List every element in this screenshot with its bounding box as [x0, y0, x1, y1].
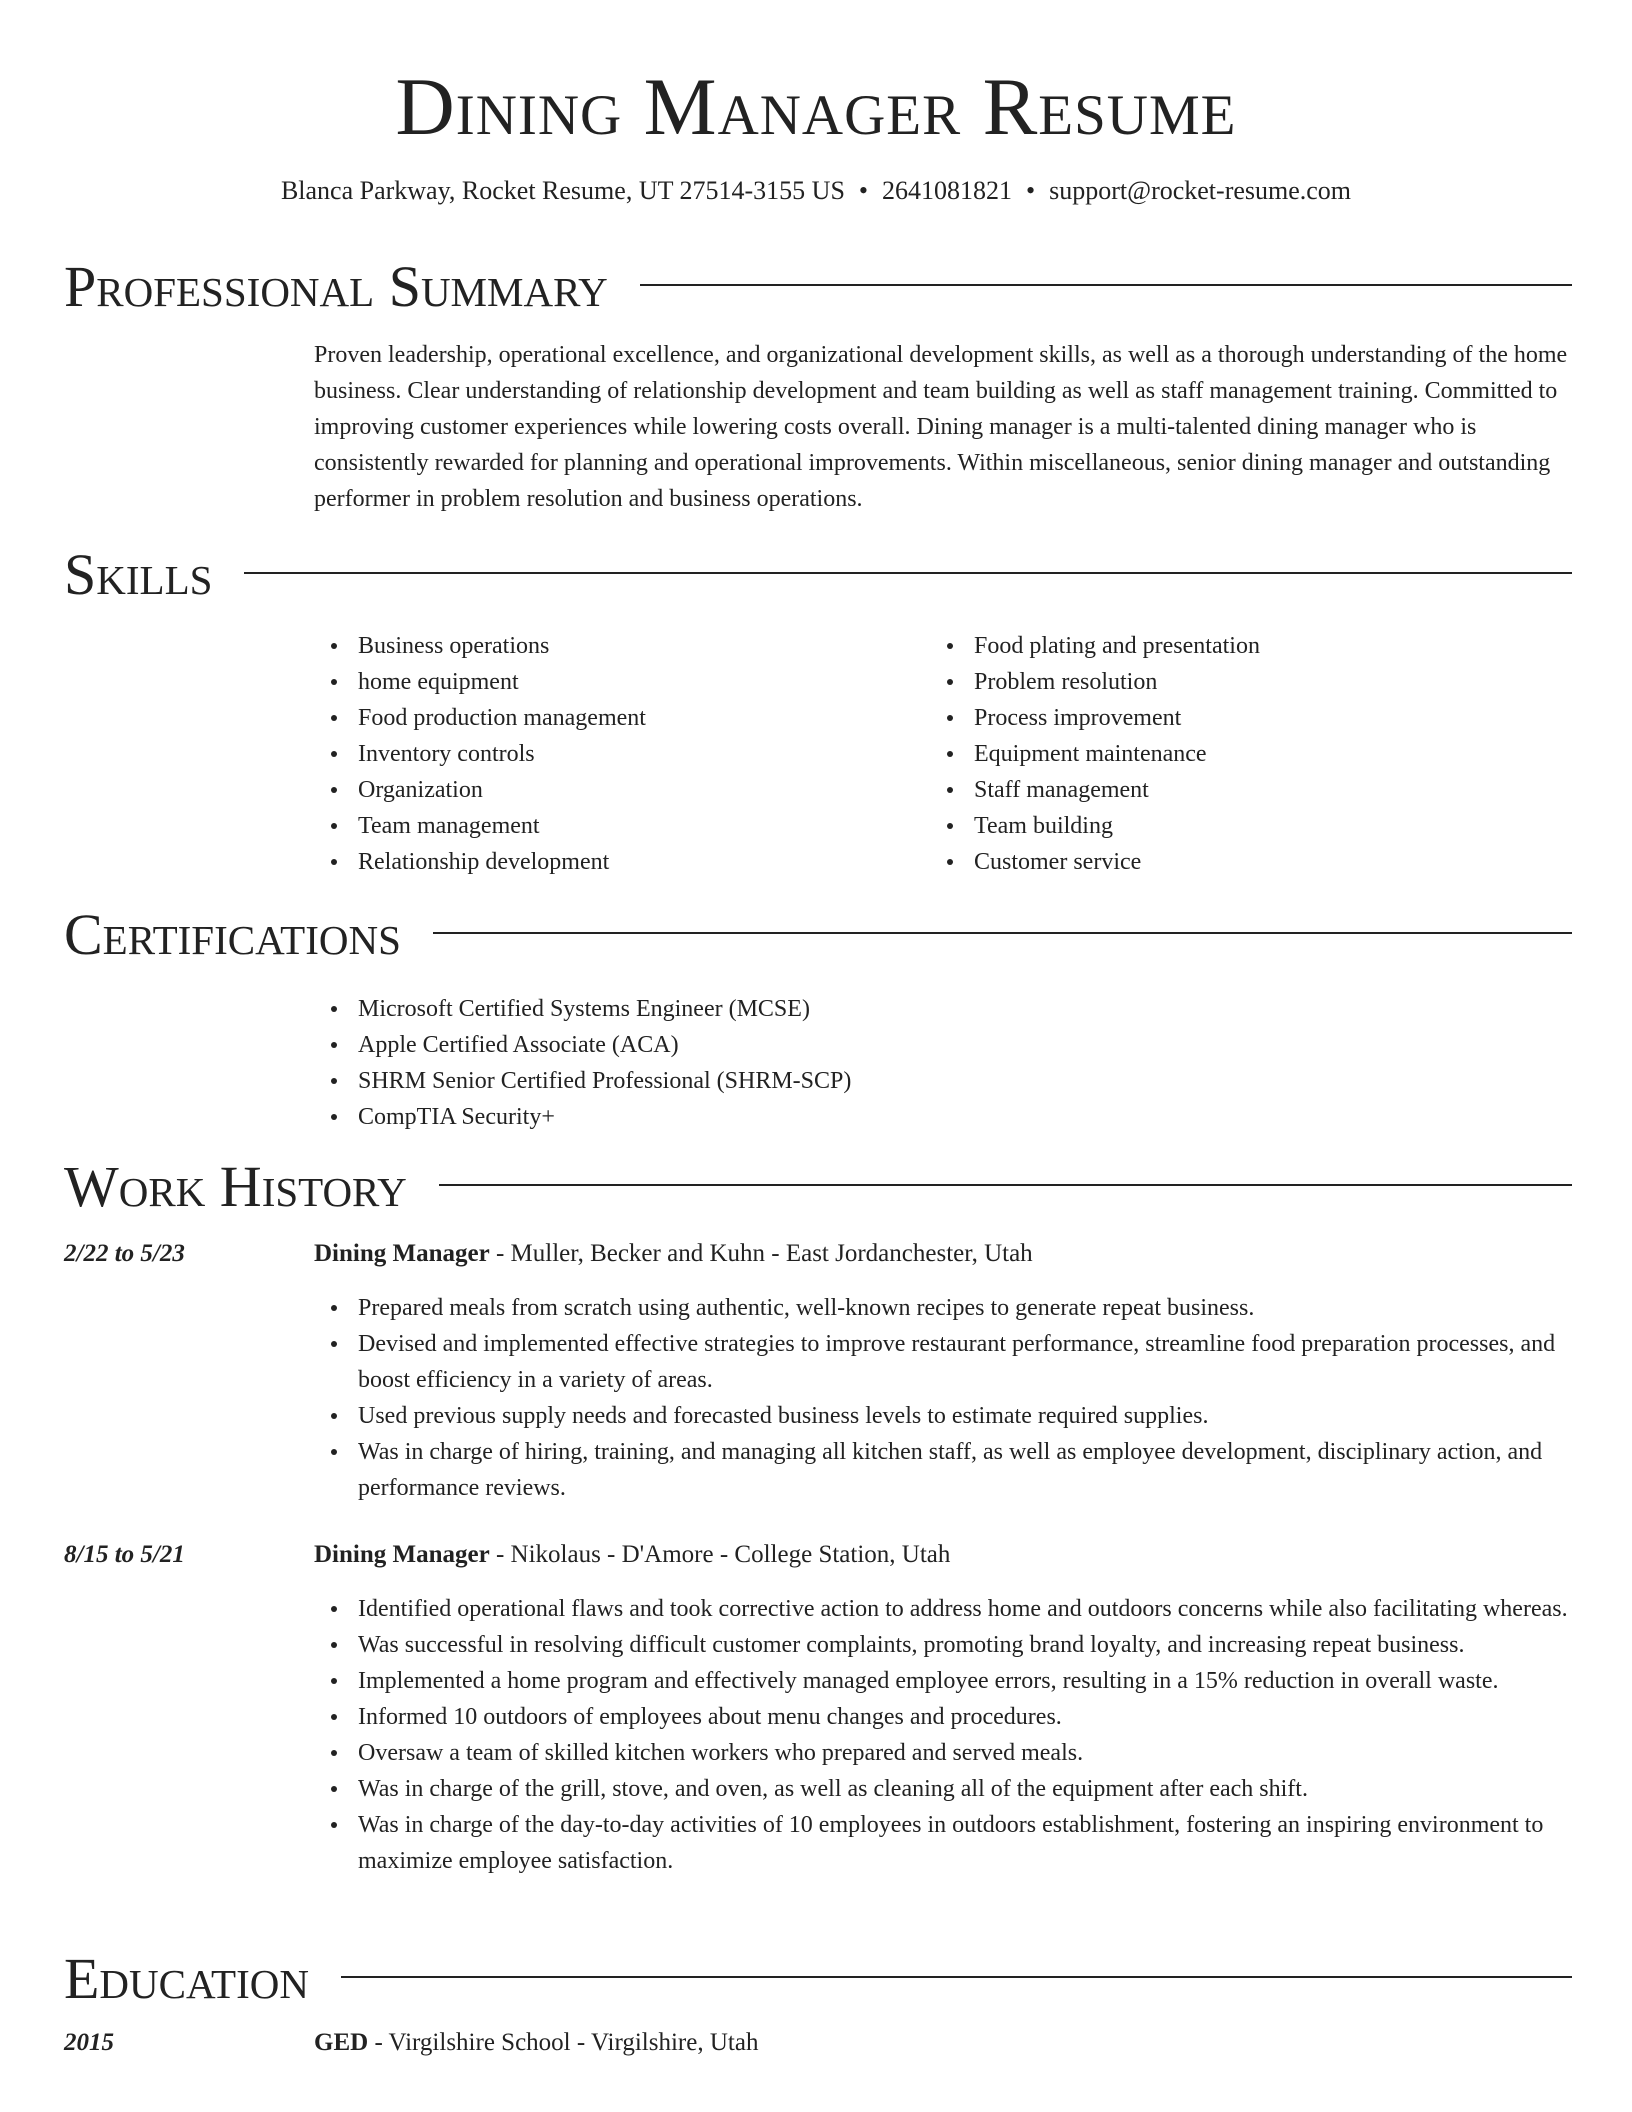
skill-item: Customer service	[930, 844, 1550, 880]
contact-line	[0, 174, 1632, 208]
job-dates: 8/15 to 5/21	[64, 1541, 185, 1568]
section-header-education	[64, 1948, 1572, 2010]
section-header-work-history	[64, 1156, 1572, 1218]
job-heading	[314, 1537, 1576, 1573]
job-bullets	[314, 1591, 1576, 1879]
job-employer: - Nikolaus - D'Amore - College Station, Utah	[489, 1541, 951, 1568]
job-title: Dining Manager	[314, 1240, 490, 1267]
skill-item: Process improvement	[930, 700, 1550, 736]
section-header-certifications	[64, 904, 1572, 966]
job-heading	[314, 1236, 1576, 1272]
job-dates: 2/22 to 5/23	[64, 1240, 185, 1267]
job-bullet: Was in charge of the day-to-day activities of 10 employees in outdoors establishment, fostering an inspiring environment to maximize employee satisfaction.	[314, 1807, 1576, 1879]
section-divider	[439, 1184, 1572, 1186]
certification-item: CompTIA Security+	[314, 1099, 1214, 1135]
certification-item: SHRM Senior Certified Professional (SHRM-SCP)	[314, 1063, 1214, 1099]
job-bullet: Prepared meals from scratch using authentic, well-known recipes to generate repeat business.	[314, 1290, 1576, 1326]
section-divider	[640, 284, 1572, 286]
section-title-skills: Skills	[64, 542, 213, 607]
skill-item: Inventory controls	[314, 736, 874, 772]
skill-item: Relationship development	[314, 844, 874, 880]
skill-item: Team management	[314, 808, 874, 844]
contact-phone: 2641081821	[882, 176, 1013, 205]
education-heading	[314, 2025, 1576, 2061]
skills-list-left	[314, 628, 874, 880]
skill-item: Team building	[930, 808, 1550, 844]
certifications-list	[314, 991, 1214, 1135]
section-title-summary: Professional Summary	[64, 254, 608, 319]
section-header-summary	[64, 256, 1572, 318]
job-bullet: Used previous supply needs and forecasted business levels to estimate required supplies.	[314, 1398, 1576, 1434]
job-bullet: Was in charge of hiring, training, and managing all kitchen staff, as well as employee development, disciplinary action, and performance reviews.	[314, 1434, 1576, 1506]
skill-item: home equipment	[314, 664, 874, 700]
education-year: 2015	[64, 2029, 114, 2056]
job-bullet: Identified operational flaws and took corrective action to address home and outdoors concerns while also facilitating whereas.	[314, 1591, 1576, 1627]
contact-separator: •	[858, 176, 869, 205]
job-bullet: Was successful in resolving difficult customer complaints, promoting brand loyalty, and increasing repeat business.	[314, 1627, 1576, 1663]
education-school: - Virgilshire School - Virgilshire, Utah	[368, 2029, 759, 2056]
job-bullets	[314, 1290, 1576, 1506]
contact-separator: •	[1026, 176, 1036, 205]
resume-title: Dining Manager Resume	[395, 61, 1237, 152]
section-divider	[244, 572, 1572, 574]
skill-item: Food plating and presentation	[930, 628, 1550, 664]
job-bullet: Devised and implemented effective strategies to improve restaurant performance, streamline food preparation processes, and boost efficiency in a variety of areas.	[314, 1326, 1576, 1398]
section-title-education: Education	[64, 1946, 309, 2011]
job-bullet: Informed 10 outdoors of employees about menu changes and procedures.	[314, 1699, 1576, 1735]
job-employer: - Muller, Becker and Kuhn - East Jordanchester, Utah	[489, 1240, 1033, 1267]
skill-item: Food production management	[314, 700, 874, 736]
section-divider	[433, 932, 1572, 934]
section-divider	[341, 1976, 1572, 1978]
section-header-skills	[64, 544, 1572, 606]
section-title-work-history: Work History	[64, 1154, 407, 1219]
skill-item: Staff management	[930, 772, 1550, 808]
certification-item: Microsoft Certified Systems Engineer (MCSE)	[314, 991, 1214, 1027]
job-title: Dining Manager	[314, 1541, 490, 1568]
skill-item: Problem resolution	[930, 664, 1550, 700]
education-degree: GED	[314, 2029, 369, 2056]
professional-summary-text: Proven leadership, operational excellence, and organizational development skills, as well as a thorough understanding of the home business. Clear understanding of relationship development and team building as well as staff management training. Committed to improving customer experiences while lowering costs overall. Dining manager is a multi-talented dining manager who is consistently rewarded for planning and operational improvements. Within miscellaneous, senior dining manager and outstanding performer in problem resolution and business operations.	[314, 342, 1568, 512]
skill-item: Business operations	[314, 628, 874, 664]
contact-email: support@rocket-resume.com	[1049, 176, 1352, 205]
skills-list-right	[930, 628, 1550, 880]
skill-item: Equipment maintenance	[930, 736, 1550, 772]
job-bullet: Was in charge of the grill, stove, and oven, as well as cleaning all of the equipment after each shift.	[314, 1771, 1576, 1807]
skill-item: Organization	[314, 772, 874, 808]
job-bullet: Implemented a home program and effectively managed employee errors, resulting in a 15% reduction in overall waste.	[314, 1663, 1576, 1699]
contact-address: Blanca Parkway, Rocket Resume, UT 27514-3155 US	[280, 176, 845, 205]
job-bullet: Oversaw a team of skilled kitchen workers who prepared and served meals.	[314, 1735, 1576, 1771]
certification-item: Apple Certified Associate (ACA)	[314, 1027, 1214, 1063]
section-title-certifications: Certifications	[64, 902, 401, 967]
